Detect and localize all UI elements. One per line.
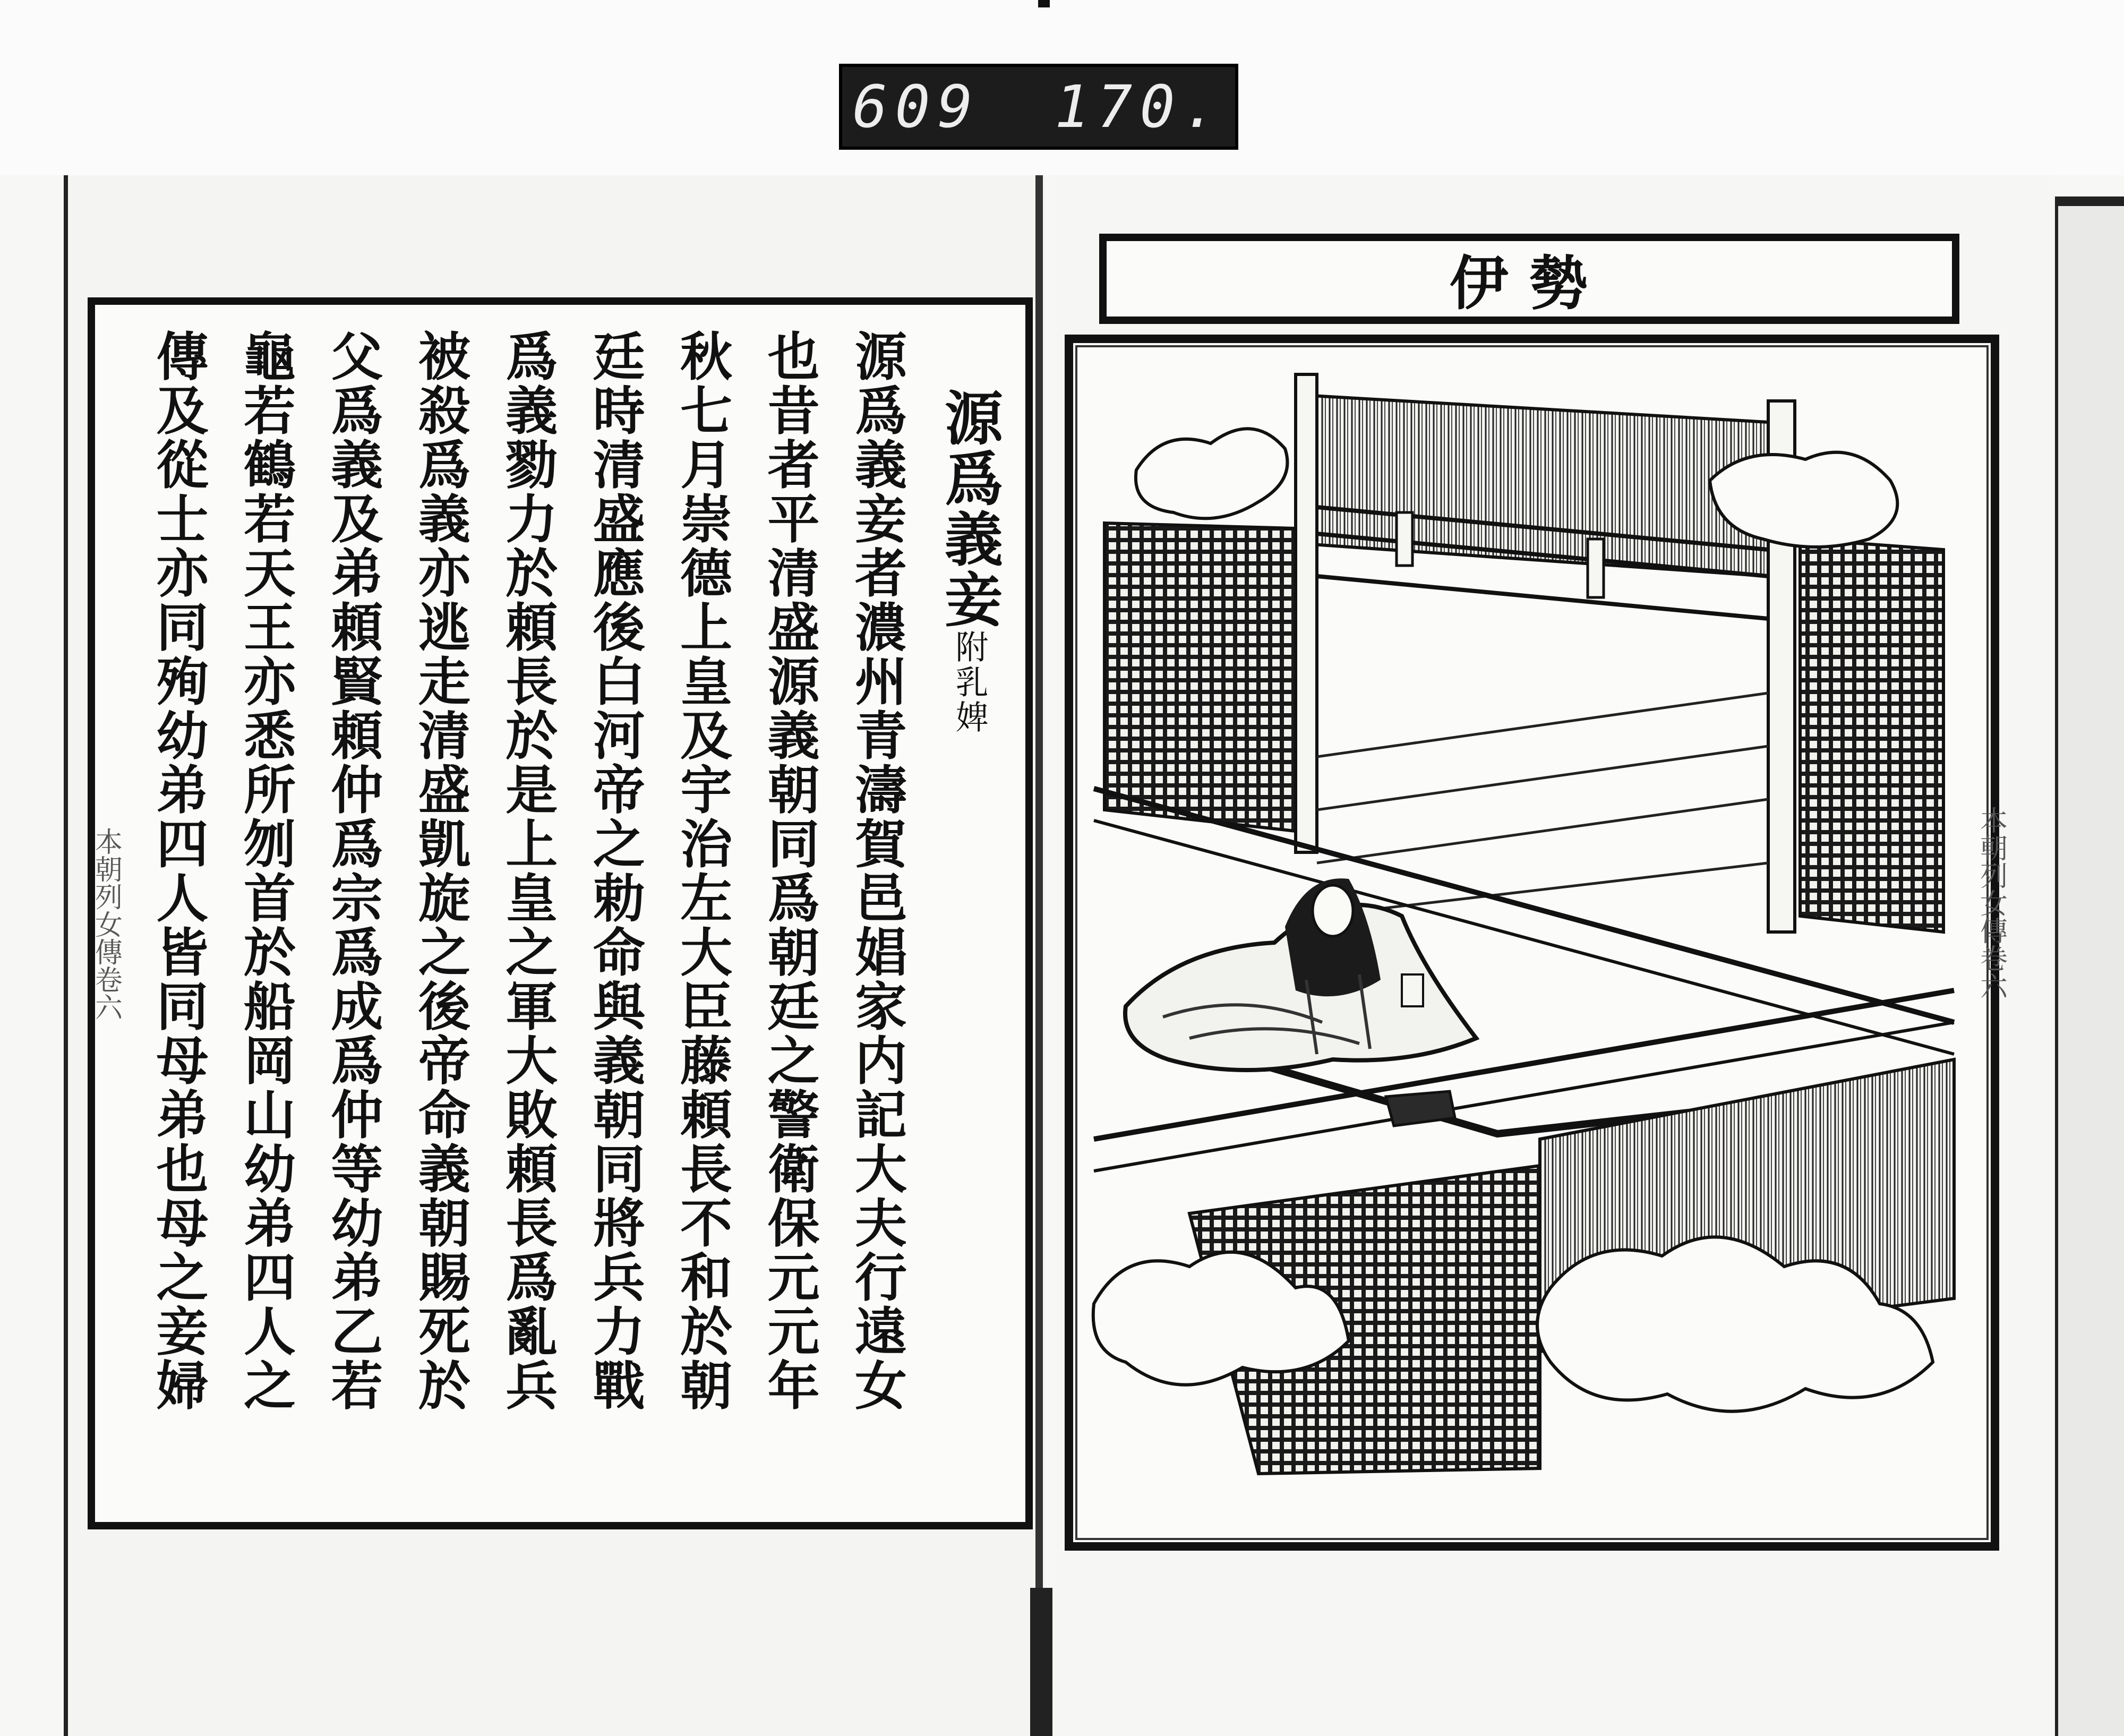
catalog-number-left: 609: [852, 73, 980, 141]
veranda-floor: [1317, 693, 1768, 916]
text-column: 源爲義妾者濃州青濤賀邑娼家内記大夫行遠女: [846, 329, 907, 1413]
railing-post: [1588, 539, 1604, 597]
right-book-edge: [2055, 196, 2124, 1736]
left-margin-title: 本朝列女傳卷六: [90, 827, 122, 1021]
article-heading-column: [924, 329, 1009, 1556]
catalog-number-right: 170.: [1054, 73, 1225, 141]
illustration-caption: 伊勢: [1450, 249, 1609, 318]
text-column: 傳及從士亦同殉幼弟四人皆同母弟也母之妾婦: [148, 329, 209, 1413]
railing-post: [1397, 512, 1412, 566]
text-column: 父爲義及弟頼賢頼仲爲宗爲成爲仲等幼弟乙若: [322, 329, 383, 1413]
text-column: 龜若鶴若天王亦悉所刎首於船岡山幼弟四人之: [235, 329, 296, 1413]
seated-lady: [1125, 878, 1476, 1070]
text-column: 被殺爲義亦逃走清盛凱旋之後帝命義朝賜死於: [409, 329, 471, 1413]
top-tick: [1038, 0, 1050, 7]
cloud: [1136, 429, 1288, 518]
text-column: 爲義勠力於頼長於是上皇之軍大敗頼長爲亂兵: [496, 329, 558, 1413]
gutter-edge: [1035, 175, 1043, 1736]
article-heading: 源爲義妾: [935, 388, 1004, 630]
article-heading-note: 附乳婢: [949, 630, 989, 735]
right-book-edge-band: [2055, 196, 2124, 206]
catalog-label: [839, 64, 1238, 150]
spine-shadow: [1030, 1588, 1052, 1736]
text-column: 秋七月崇德上皇及宇治左大臣藤頼長不和於朝: [671, 329, 733, 1413]
rear-blinds: [1312, 396, 1768, 576]
right-lattice-wall: [1800, 539, 1943, 932]
right-margin-title: 本朝列女傳卷六: [1975, 806, 2007, 999]
illustration-caption-box: [1099, 234, 1959, 324]
article-text: [138, 329, 1009, 1503]
woodblock-illustration: [1083, 353, 1981, 1532]
text-column: 也昔者平清盛源義朝同爲朝廷之警衛保元元年: [759, 329, 820, 1413]
left-lattice-wall: [1104, 523, 1296, 831]
text-column: 廷時清盛應後白河帝之勅命與義朝同將兵力戰: [584, 329, 646, 1413]
pillar: [1296, 374, 1317, 852]
